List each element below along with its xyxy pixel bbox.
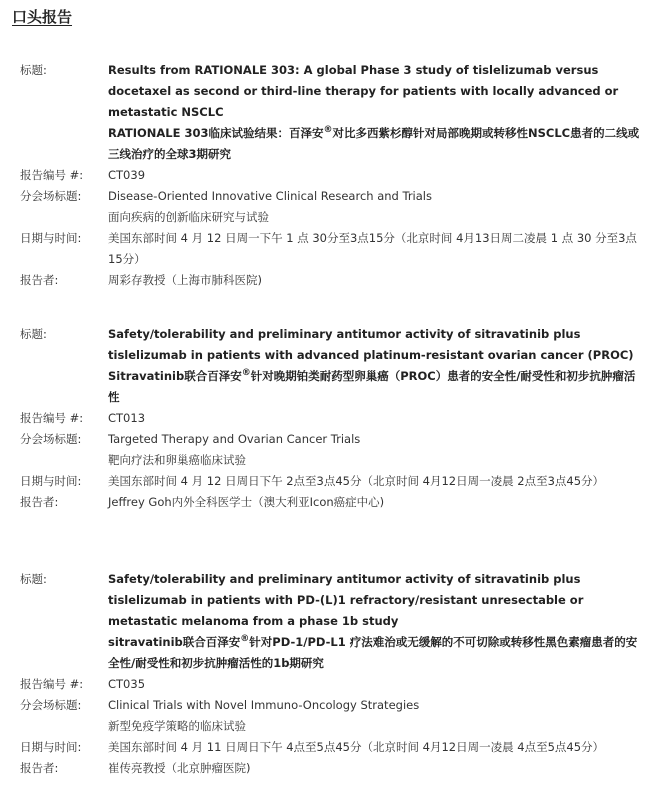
session-label: 分会场标题:	[20, 432, 82, 446]
title-label: 标题:	[20, 572, 47, 586]
title-english: Results from RATIONALE 303: A global Phase 3 study of tislelizumab versus docetaxel as second or third-line therapy for patients with locally advanced or metastatic NSCLC	[108, 63, 619, 119]
presentation-number: CT039	[108, 168, 146, 182]
presenter-name: 崔传亮教授（北京肿瘤医院)	[108, 761, 251, 775]
title-chinese-part1: RATIONALE 303临床试验结果：百泽安	[108, 126, 324, 140]
number-row	[0, 674, 655, 695]
presentation-number: CT013	[108, 411, 146, 425]
presenter-label: 报告者:	[20, 273, 59, 287]
registered-mark: ®	[240, 634, 250, 645]
presenter-row	[0, 492, 655, 513]
presentation-entry	[0, 60, 655, 291]
presenter-label: 报告者:	[20, 495, 59, 509]
title-row	[0, 324, 655, 408]
title-english: Safety/tolerability and preliminary antitumor activity of sitravatinib plus tislelizumab in patients with PD-(L)1 refractory/resistant unresectable or metastatic melanoma from a phase 1b study	[108, 572, 584, 628]
title-chinese-part2: 针对晚期铂类耐药型卵巢癌（PROC）患者的安全性/耐受性和初步抗肿瘤活性	[108, 369, 636, 404]
presentation-number: CT035	[108, 677, 146, 691]
title-chinese-part2: 针对PD-1/PD-L1 疗法难治或无缓解的不可切除或转移性黑色素瘤患者的安全性/耐受性和初步抗肿瘤活性的1b期研究	[108, 635, 638, 670]
presenter-label: 报告者:	[20, 761, 59, 775]
registered-mark: ®	[323, 125, 333, 136]
title-row	[0, 60, 655, 165]
datetime-row	[0, 737, 655, 758]
title-chinese-part2: 对比多西紫杉醇针对局部晚期或转移性NSCLC患者的二线或三线治疗的全球3期研究	[108, 126, 640, 161]
session-english: Clinical Trials with Novel Immuno-Oncology Strategies	[108, 698, 420, 712]
datetime-label: 日期与时间:	[20, 231, 82, 245]
presenter-row	[0, 270, 655, 291]
title-chinese-part1: sitravatinib联合百泽安	[108, 635, 241, 649]
session-chinese: 靶向疗法和卵巢癌临床试验	[108, 453, 246, 467]
presentation-datetime: 美国东部时间 4 月 11 日周日下午 4点至5点45分（北京时间 4月12日周一凌晨 4点至5点45分）	[108, 740, 605, 754]
number-label: 报告编号 #:	[20, 168, 84, 182]
title-row	[0, 569, 655, 674]
session-title	[108, 429, 643, 471]
title-label: 标题:	[20, 327, 47, 341]
session-english: Targeted Therapy and Ovarian Cancer Trials	[108, 432, 361, 446]
title-chinese	[108, 123, 643, 165]
presentation-datetime: 美国东部时间 4 月 12 日周日下午 2点至3点45分（北京时间 4月12日周一凌晨 2点至3点45分）	[108, 474, 605, 488]
presentation-datetime: 美国东部时间 4 月 12 日周一下午 1 点 30分至3点15分（北京时间 4月13日周二凌晨 1 点 30 分至3点 15分）	[108, 231, 637, 266]
page-title: 口头报告	[12, 8, 73, 26]
presentation-title	[108, 60, 643, 165]
session-english: Disease-Oriented Innovative Clinical Research and Trials	[108, 189, 432, 203]
title-chinese-part1: Sitravatinib联合百泽安	[108, 369, 242, 383]
datetime-label: 日期与时间:	[20, 474, 82, 488]
session-row	[0, 429, 655, 471]
number-label: 报告编号 #:	[20, 677, 84, 691]
number-row	[0, 408, 655, 429]
session-row	[0, 186, 655, 228]
presentation-entry	[0, 569, 655, 779]
registered-mark: ®	[241, 368, 251, 379]
title-chinese	[108, 366, 643, 408]
datetime-label: 日期与时间:	[20, 740, 82, 754]
presenter-name: 周彩存教授（上海市肺科医院)	[108, 273, 262, 287]
title-chinese	[108, 632, 643, 674]
datetime-row	[0, 471, 655, 492]
presentation-entry	[0, 324, 655, 513]
title-english: Safety/tolerability and preliminary antitumor activity of sitravatinib plus tislelizumab in patients with advanced platinum-resistant ovarian cancer (PROC)	[108, 327, 634, 362]
number-row	[0, 165, 655, 186]
session-chinese: 面向疾病的创新临床研究与试验	[108, 210, 269, 224]
session-title	[108, 695, 643, 737]
presentation-title	[108, 324, 643, 408]
session-label: 分会场标题:	[20, 698, 82, 712]
presentation-title	[108, 569, 643, 674]
title-label: 标题:	[20, 63, 47, 77]
datetime-row	[0, 228, 655, 270]
session-label: 分会场标题:	[20, 189, 82, 203]
presenter-name: Jeffrey Goh内外全科医学士（澳大利亚Icon癌症中心)	[108, 495, 385, 509]
session-title	[108, 186, 643, 228]
session-row	[0, 695, 655, 737]
presenter-row	[0, 758, 655, 779]
number-label: 报告编号 #:	[20, 411, 84, 425]
session-chinese: 新型免疫学策略的临床试验	[108, 719, 246, 733]
